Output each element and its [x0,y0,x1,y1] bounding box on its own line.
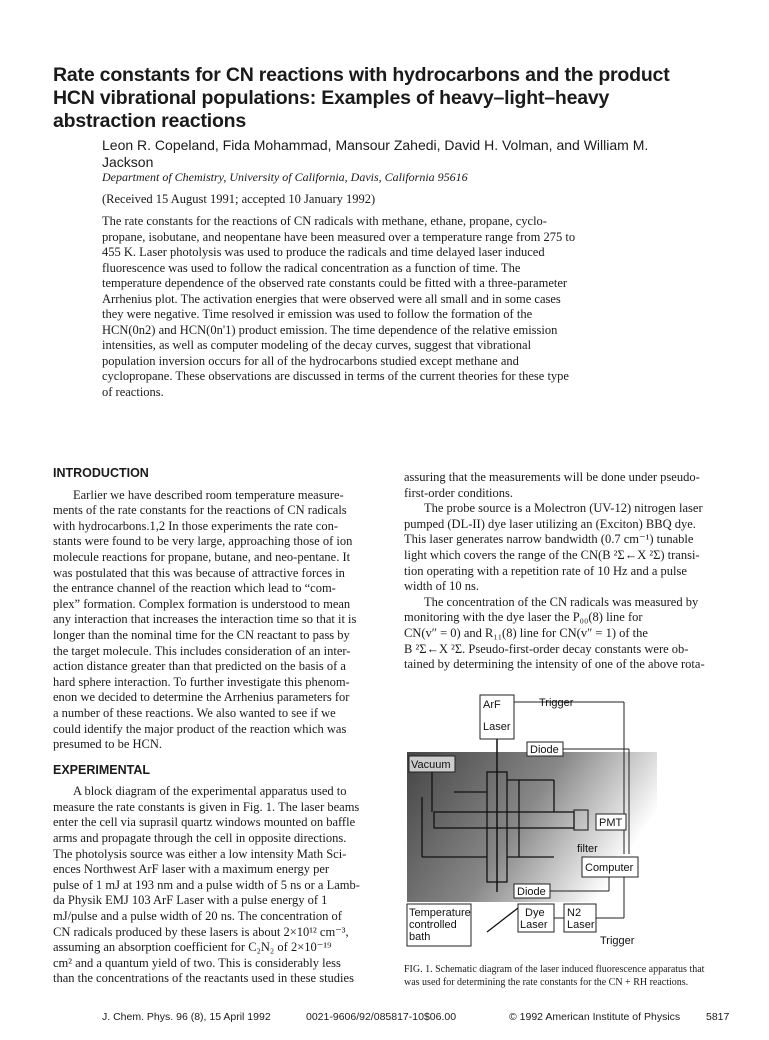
section-heading-experimental: EXPERIMENTAL [53,762,150,777]
paper-title: Rate constants for CN reactions with hydrocarbons and the product HCN vibrational populations: Examples of heavy–light–heavy abstraction reactions [53,64,670,132]
computer-label: Computer [585,862,634,874]
n2-label: N2 [567,907,582,919]
text-line: assuming an absorption coefficient for C₂N₂ of 2×10⁻¹⁹ [53,940,332,955]
section-heading-introduction: INTRODUCTION [53,466,149,480]
text-line: enter the cell via suprasil quartz windows mounted on baffle [53,815,356,830]
text-line: Earlier we have described room temperature measure- [73,487,344,502]
text-line: first-order conditions. [404,485,514,500]
text-line: The concentration of the CN radicals was measured by [424,594,699,609]
introduction-text [53,488,383,753]
text-line: mJ/pulse and a pulse width of 20 ns. The concentration of [53,909,342,924]
text-line: CN(v″ = 0) and R₁₁(8) line for CN(v″ = 1) of the [404,625,648,640]
text-line: could identify the major product of the reaction which was [53,721,347,736]
text-line: measure the rate constants is given in Fig. 1. The laser beams [53,799,360,814]
abstract-line: cyclopropane. These observations are discussed in terms of the current theories for these type [102,369,569,383]
apparatus-diagram [404,692,659,957]
text-line: action distance greater than that predicted on the basis of a [53,659,346,674]
temperature-label-1: Temperature [409,907,471,919]
text-line: cm² and a quantum yield of two. This is considerably less [53,955,341,970]
right-text-c [404,595,736,673]
abstract-line: they were negative. Time resolved ir emission was used to follow the formation of the [102,307,533,321]
abstract-line: temperature dependence of the observed rate constants could be fitted with a three-parameter [102,276,568,290]
text-line: ences Northwest ArF laser with a maximum energy per [53,862,330,877]
text-line: tained by determining the intensity of one of the above rota- [404,657,705,672]
abstract-line: Arrhenius plot. The activation energies that were observed were all small and in some cases [102,291,561,306]
text-line: da Physik EMJ 103 ArF Laser with a pulse energy of 1 [53,893,328,908]
abstract-line: population inversion occurs for all of the hydrocarbons studied except methane and [102,353,519,368]
vacuum-label: Vacuum [411,759,451,771]
abstract-line: 455 K. Laser photolysis was used to produce the radicals and time delayed laser induced [102,245,545,259]
text-line: hard sphere interaction. To further investigate this phenom- [53,674,350,689]
text-line: CN radicals produced by these lasers is about 2×10¹² cm⁻³, [53,924,349,939]
caption-line: FIG. 1. Schematic diagram of the laser induced fluorescence apparatus that [404,964,705,975]
abstract-line: of reactions. [102,384,164,399]
trigger-bottom-label: Trigger [600,935,635,947]
footer-page-number: 5817 [706,1011,730,1023]
footer-copyright: © 1992 American Institute of Physics [509,1011,681,1023]
text-line: with hydrocarbons.1,2 In those experiments the rate con- [53,518,338,533]
text-line: assuring that the measurements will be done under pseudo- [404,470,700,484]
right-text-a [404,470,736,501]
dye-beam-line [487,908,518,932]
abstract-line: propane, isobutane, and neopentane have been measured over a temperature range from 275 to [102,229,576,244]
text-line: plex” formation. Complex formation is understood to mean [53,596,351,611]
text-line: light which covers the range of the CN(B ²Σ←X ²Σ) transi- [404,547,700,562]
text-line: This laser generates narrow bandwidth (0.7 cm⁻¹) tunable [404,532,694,547]
pmt-label: PMT [599,817,623,829]
affiliation: Department of Chemistry, University of California, Davis, California 95616 [102,170,468,184]
dye-laser-label: Laser [520,919,548,931]
text-line: stants were found to be very large, approaching those of ion [53,534,353,549]
text-line: molecule reactions for propane, butane, and neo-pentane. It [53,549,351,564]
experimental-text [53,784,383,987]
text-line: tion operating with a repetition rate of 10 Hz and a pulse [404,563,687,578]
arf-label: ArF [483,699,501,711]
text-line: pumped (DL-II) dye laser utilizing an (Exciton) BBQ dye. [404,516,696,531]
caption-line: was used for determining the rate constants for the CN + RH reactions. [404,977,689,988]
trigger-top-label: Trigger [539,697,574,709]
dye-label: Dye [525,907,545,919]
text-line: longer than the nominal time for the CN reactant to pass by [53,627,350,642]
right-text-b [404,501,736,595]
temperature-label-3: bath [409,931,431,943]
text-line: width of 10 ns. [404,579,479,594]
footer-code: 0021-9606/92/085817-10$06.00 [306,1011,457,1023]
text-line: enon we decided to determine the Arrhenius parameters for [53,690,350,705]
diode-bottom-label: Diode [517,886,546,898]
text-line: A block diagram of the experimental apparatus used to [73,784,347,799]
abstract-line: intensities, as well as computer modeling of the decay curves, suggest that vibrational [102,338,532,352]
text-line: B ²Σ←X ²Σ. Pseudo-first-order decay constants were ob- [404,641,689,656]
text-line: the entrance channel of the reaction which lead to “com- [53,581,336,596]
text-line: arms and propagate through the cell in opposite directions. [53,831,347,846]
n2-laser-label: Laser [567,919,595,931]
text-line: monitoring with the dye laser the P₀₀(8) line for [404,610,643,625]
diode-top-label: Diode [530,744,559,756]
text-line: presumed to be HCN. [53,737,163,752]
received-date: (Received 15 August 1991; accepted 10 January 1992) [102,192,376,206]
footer-journal: J. Chem. Phys. 96 (8), 15 April 1992 [102,1011,271,1023]
arf-laser-label: Laser [483,721,511,733]
abstract-line: The rate constants for the reactions of CN radicals with methane, ethane, propane, cyclo- [102,214,547,228]
text-line: was postulated that this was because of attractive forces in [53,565,345,580]
filter-label: filter [577,843,598,855]
text-line: The probe source is a Molectron (UV-12) nitrogen laser [424,501,703,516]
author-list: Leon R. Copeland, Fida Mohammad, Mansour Zahedi, David H. Volman, and William M. Jackson [102,137,649,170]
text-line: a number of these reactions. We also wanted to see if we [53,705,336,720]
text-line: The photolysis source was either a low intensity Math Sci- [53,846,347,861]
text-line: pulse of 1 mJ at 193 nm and a pulse width of 5 ns or a Lamb- [53,877,360,892]
temperature-label-2: controlled [409,919,457,931]
abstract-line: fluorescence was used to follow the radical concentration as a function of time. The [102,260,521,275]
page-footer [0,1011,769,1031]
text-line: any interaction that increases the interaction time so that it is [53,612,357,627]
figure-caption [404,963,738,989]
text-line: ments of the rate constants for the reactions of CN radicals [53,503,347,518]
text-line: the target molecule. This includes consideration of an inter- [53,643,351,658]
text-line: than the concentrations of the reactants used in these studies [53,971,354,986]
abstract-line: HCN(0n2) and HCN(0n'1) product emission. The time dependence of the relative emission [102,322,558,337]
right-column [404,470,736,673]
abstract [102,214,632,400]
left-column [53,466,383,987]
